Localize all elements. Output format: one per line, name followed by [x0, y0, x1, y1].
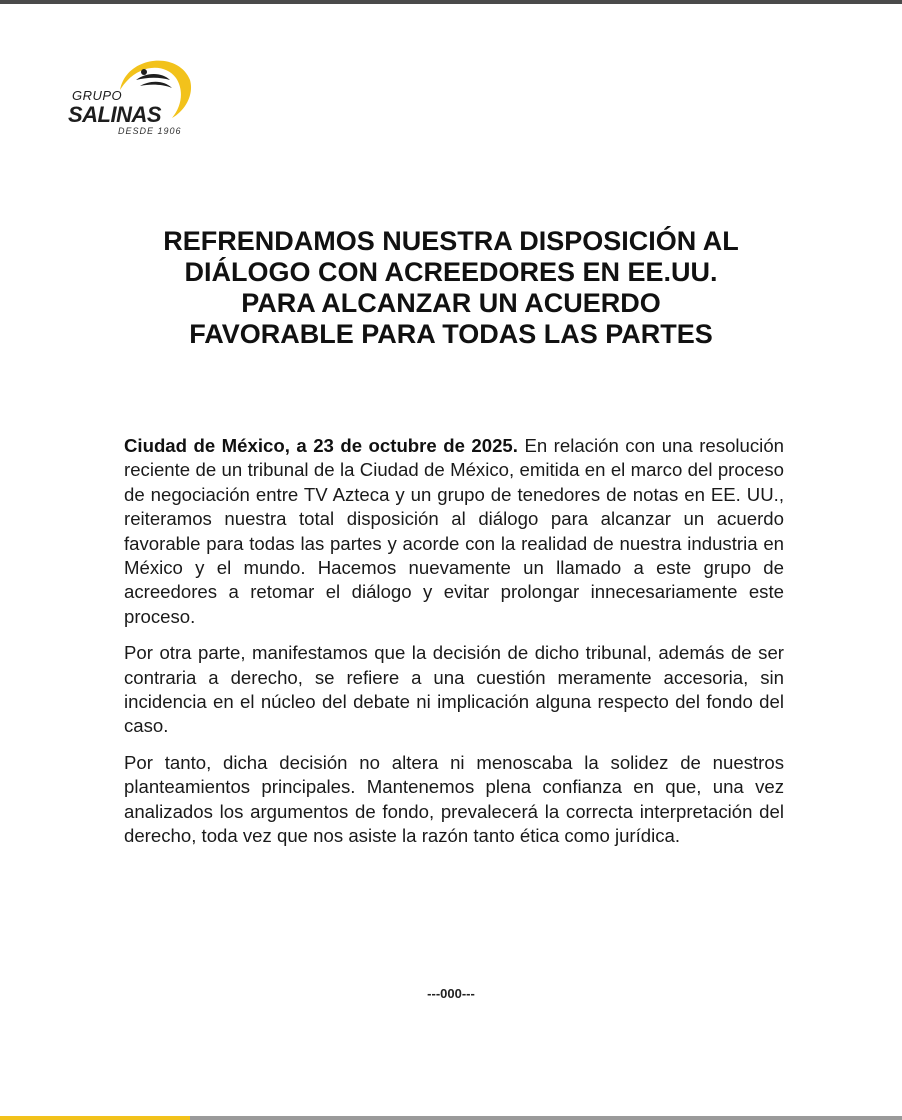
body-paragraph-3: Por tanto, dicha decisión no altera ni menoscaba la solidez de nuestros planteamientos principales. Mantenemos plena confianza en que, una vez analizados los argumentos de fondo, prevalecerá la correcta interpretación del derecho, toda vez que nos asiste la razón tanto ética como jurídica.	[124, 751, 784, 847]
press-release-headline	[100, 226, 802, 350]
logo-salinas-text: SALINAS	[68, 102, 162, 127]
headline-line-4: FAVORABLE PARA TODAS LAS PARTES	[189, 319, 713, 349]
body-paragraph-1	[124, 434, 784, 629]
grupo-salinas-logo	[66, 50, 206, 142]
dateline: Ciudad de México, a 23 de octubre de 2025.	[124, 435, 518, 456]
press-release-body	[124, 434, 784, 861]
logo-grupo-text: GRUPO	[72, 88, 123, 103]
headline-line-3: PARA ALCANZAR UN ACUERDO	[241, 288, 661, 318]
bottom-border-accent	[0, 1116, 190, 1120]
closing-mark: ---000---	[427, 986, 475, 1001]
headline-line-1: REFRENDAMOS NUESTRA DISPOSICIÓN AL	[163, 226, 739, 256]
top-border	[0, 0, 902, 4]
paragraph-1-text: En relación con una resolución reciente de un tribunal de la Ciudad de México, emitida en el marco del proceso de negociación entre TV Azteca y un grupo de tenedores de notas en EE. UU., reiteramos nuestra total disposición al diálogo para alcanzar un acuerdo favorable para todas las partes y acorde con la realidad de nuestra industria en México y el mundo. Hacemos nuevamente un llamado a este grupo de acreedores a retomar el diálogo y evitar prolongar innecesariamente este proceso.	[124, 435, 784, 627]
logo-desde-text: DESDE 1906	[118, 126, 182, 136]
body-paragraph-2: Por otra parte, manifestamos que la decisión de dicho tribunal, además de ser contraria a derecho, se refiere a una cuestión meramente accesoria, sin incidencia en el núcleo del debate ni implicación alguna respecto del fondo del caso.	[124, 642, 784, 737]
headline-line-2: DIÁLOGO CON ACREEDORES EN EE.UU.	[184, 257, 718, 287]
